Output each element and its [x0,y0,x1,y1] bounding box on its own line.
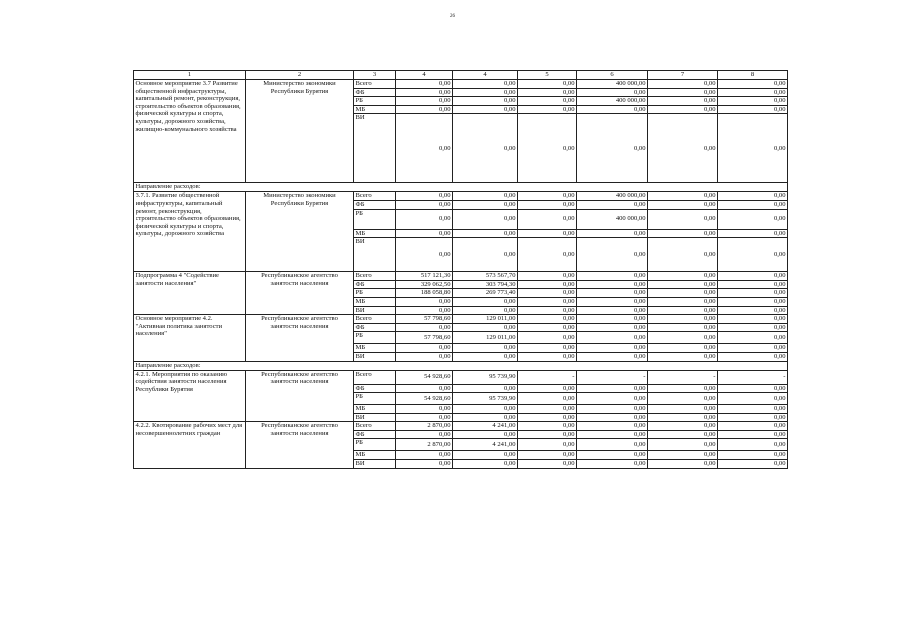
amount-cell: 0,00 [453,88,518,97]
column-number-cell: 4 [396,71,453,80]
amount-cell: 0,00 [718,430,788,439]
funding-row [134,80,788,89]
amount-cell: 0,00 [718,289,788,298]
amount-cell: 57 798,60 [396,315,453,324]
program-name-cell [134,192,246,272]
funding-row [134,272,788,281]
amount-cell: 517 121,30 [396,272,453,281]
amount-cell: 0,00 [518,451,577,460]
amount-cell: 0,00 [718,97,788,106]
amount-cell: 0,00 [577,430,648,439]
column-number-cell: 3 [354,71,396,80]
amount-cell: 0,00 [577,272,648,281]
amount-cell: 0,00 [718,405,788,414]
amount-cell: 0,00 [518,352,577,361]
amount-cell: 0,00 [453,97,518,106]
amount-cell: 0,00 [518,405,577,414]
amount-cell: 0,00 [648,200,718,209]
executor-name: Республиканское агентство занятости населения [246,315,354,361]
amount-cell: 0,00 [453,229,518,238]
amount-cell: 0,00 [577,393,648,405]
funding-source: РБ [354,439,396,451]
amount-cell: 0,00 [577,460,648,469]
amount-cell: 400 000,00 [577,209,648,229]
amount-cell: 0,00 [518,315,577,324]
amount-cell: 0,00 [396,323,453,332]
program-name: Основное мероприятие 4.2. "Активная политика занятости населения" [135,315,223,338]
funding-source: Всего [354,315,396,324]
amount-cell: 0,00 [718,393,788,405]
funding-source: МБ [354,297,396,306]
amount-cell: 0,00 [396,105,453,114]
amount-cell: 0,00 [396,384,453,393]
amount-cell: 0,00 [648,460,718,469]
amount-cell: 0,00 [648,272,718,281]
program-name: Подпрограмма 4 "Содействие занятости населения" [135,272,219,287]
amount-cell: 0,00 [718,192,788,201]
amount-cell: 0,00 [396,344,453,353]
column-number-cell: 7 [648,71,718,80]
funding-source: ФБ [354,200,396,209]
funding-source: ВИ [354,413,396,422]
amount-cell: 0,00 [396,229,453,238]
amount-cell: 0,00 [718,272,788,281]
executor-name: Министерство экономики Республики Бурятия [246,192,354,272]
funding-source: РБ [354,209,396,229]
funding-source: ВИ [354,238,396,272]
amount-cell: 0,00 [518,238,577,272]
funding-source: ФБ [354,280,396,289]
amount-cell: 0,00 [577,280,648,289]
amount-cell: 0,00 [577,451,648,460]
funding-source: РБ [354,332,396,344]
amount-cell: 2 870,00 [396,439,453,451]
amount-cell: 0,00 [648,422,718,431]
amount-cell: 0,00 [518,393,577,405]
amount-cell: 0,00 [648,289,718,298]
program-name-cell [134,80,246,183]
executor-name: Республиканское агентство занятости населения [246,422,354,468]
amount-cell: 0,00 [648,384,718,393]
funding-source: МБ [354,405,396,414]
column-number-cell: 1 [134,71,246,80]
amount-cell: 0,00 [648,97,718,106]
amount-cell: 0,00 [718,413,788,422]
amount-cell: 0,00 [518,460,577,469]
page-number: 26 [450,14,455,19]
funding-source: МБ [354,451,396,460]
amount-cell: 400 000,00 [577,192,648,201]
amount-cell: 0,00 [518,297,577,306]
program-name: 4.2.2. Квотирование рабочих мест для несовершеннолетних граждан [135,422,243,437]
amount-cell: 0,00 [518,97,577,106]
amount-cell: 0,00 [718,439,788,451]
amount-cell: 0,00 [648,352,718,361]
amount-cell: 0,00 [577,88,648,97]
amount-cell: 0,00 [518,430,577,439]
amount-cell: 0,00 [648,332,718,344]
amount-cell: 0,00 [648,88,718,97]
amount-cell: 0,00 [648,114,718,183]
funding-source: РБ [354,97,396,106]
amount-cell: 0,00 [518,80,577,89]
amount-cell: 0,00 [648,280,718,289]
amount-cell: 0,00 [718,280,788,289]
amount-cell: 0,00 [577,344,648,353]
column-number-cell: 5 [518,71,577,80]
amount-cell: 0,00 [453,352,518,361]
amount-cell: 0,00 [648,413,718,422]
amount-cell: 0,00 [648,238,718,272]
amount-cell: 57 798,60 [396,332,453,344]
amount-cell: 303 794,30 [453,280,518,289]
amount-cell: 0,00 [518,344,577,353]
amount-cell: - [648,370,718,384]
amount-cell: 0,00 [648,105,718,114]
program-name-cell [134,370,246,422]
amount-cell: 0,00 [577,323,648,332]
amount-cell: 4 241,00 [453,422,518,431]
amount-cell: 269 773,40 [453,289,518,298]
amount-cell: 0,00 [396,460,453,469]
amount-cell: 0,00 [518,105,577,114]
amount-cell: 0,00 [577,306,648,315]
amount-cell: 0,00 [718,105,788,114]
funding-source: ВИ [354,460,396,469]
amount-cell: 0,00 [453,105,518,114]
funding-source: Всего [354,272,396,281]
funding-source: ФБ [354,88,396,97]
amount-cell: 0,00 [577,384,648,393]
executor-name: Республиканское агентство занятости населения [246,370,354,422]
amount-cell: 0,00 [453,451,518,460]
funding-source: МБ [354,229,396,238]
amount-cell: 0,00 [577,332,648,344]
funding-source: РБ [354,393,396,405]
funding-source: Всего [354,370,396,384]
amount-cell: 0,00 [718,344,788,353]
amount-cell: 2 870,00 [396,422,453,431]
amount-cell: 0,00 [648,344,718,353]
amount-cell: 0,00 [453,413,518,422]
funding-source: ВИ [354,352,396,361]
amount-cell: 0,00 [648,439,718,451]
amount-cell: 0,00 [453,200,518,209]
amount-cell: 0,00 [518,422,577,431]
amount-cell: 0,00 [396,352,453,361]
amount-cell: 95 739,90 [453,393,518,405]
expense-direction-row [134,183,788,192]
funding-source: ВИ [354,306,396,315]
amount-cell: 0,00 [577,114,648,183]
funding-source: МБ [354,344,396,353]
amount-cell: 0,00 [518,229,577,238]
amount-cell: 0,00 [648,323,718,332]
amount-cell: 573 567,70 [453,272,518,281]
column-number-cell: 8 [718,71,788,80]
amount-cell: 0,00 [577,413,648,422]
amount-cell: 0,00 [577,200,648,209]
funding-source: МБ [354,105,396,114]
funding-source: Всего [354,192,396,201]
amount-cell: 0,00 [648,209,718,229]
executor-name: Республиканское агентство занятости населения [246,272,354,315]
amount-cell: 0,00 [718,80,788,89]
executor-name: Министерство экономики Республики Бурятия [246,80,354,183]
amount-cell: 0,00 [577,289,648,298]
program-name-cell [134,422,246,468]
funding-source: Всего [354,80,396,89]
amount-cell: 0,00 [718,114,788,183]
funding-source: ВИ [354,114,396,183]
amount-cell: 329 062,50 [396,280,453,289]
amount-cell: 0,00 [648,80,718,89]
funding-source: ФБ [354,384,396,393]
funding-source: Всего [354,422,396,431]
amount-cell: 0,00 [453,323,518,332]
amount-cell: 0,00 [453,430,518,439]
amount-cell: 0,00 [396,209,453,229]
amount-cell: 0,00 [718,297,788,306]
amount-cell: 129 011,00 [453,315,518,324]
amount-cell: 0,00 [718,332,788,344]
funding-row [134,315,788,324]
amount-cell: 0,00 [648,393,718,405]
amount-cell: 0,00 [577,315,648,324]
amount-cell: 0,00 [453,460,518,469]
amount-cell: - [718,370,788,384]
amount-cell: 0,00 [718,209,788,229]
column-number-cell: 2 [246,71,354,80]
amount-cell: 0,00 [718,451,788,460]
column-number-row [134,71,788,80]
funding-source: ФБ [354,323,396,332]
amount-cell: 0,00 [718,306,788,315]
amount-cell: 0,00 [518,280,577,289]
amount-cell: 0,00 [718,352,788,361]
amount-cell: 0,00 [453,114,518,183]
amount-cell: 0,00 [518,272,577,281]
funding-source: РБ [354,289,396,298]
amount-cell: 0,00 [396,192,453,201]
amount-cell: 0,00 [648,430,718,439]
amount-cell: 0,00 [718,384,788,393]
program-name: 3.7.1. Развитие общественной инфраструктуры, капитальный ремонт, реконструкция, строительство объектов образования, физической культуры и спорта, культуры, дорожного хозяйства [135,192,241,238]
amount-cell: 0,00 [396,238,453,272]
amount-cell: 0,00 [453,80,518,89]
amount-cell: 0,00 [648,451,718,460]
program-name: 4.2.1. Мероприятия по оказанию содействия занятости населения Республики Бурятия [135,370,228,393]
column-number-cell: 4 [453,71,518,80]
amount-cell: 95 739,90 [453,370,518,384]
amount-cell: - [577,370,648,384]
amount-cell: 0,00 [718,315,788,324]
amount-cell: 0,00 [396,405,453,414]
amount-cell: - [518,370,577,384]
amount-cell: 0,00 [648,306,718,315]
amount-cell: 0,00 [648,405,718,414]
amount-cell: 0,00 [648,192,718,201]
amount-cell: 0,00 [577,422,648,431]
amount-cell: 0,00 [577,297,648,306]
funding-row [134,422,788,431]
program-name: Основное мероприятие 3.7 Развитие общественной инфраструктуры, капитальный ремонт, реконструкция, строительство объектов образования, физической культуры и спорта, культуры, дорожного хозяйства, жилищно-коммунального хозяйства [135,80,241,133]
amount-cell: 0,00 [396,413,453,422]
amount-cell: 0,00 [396,451,453,460]
amount-cell: 0,00 [577,352,648,361]
amount-cell: 0,00 [518,332,577,344]
amount-cell: 0,00 [396,88,453,97]
expense-direction-label: Направление расходов: [134,183,788,192]
amount-cell: 188 058,80 [396,289,453,298]
amount-cell: 0,00 [518,192,577,201]
amount-cell: 0,00 [396,430,453,439]
amount-cell: 0,00 [518,413,577,422]
amount-cell: 0,00 [718,323,788,332]
expense-direction-row [134,361,788,370]
program-name-cell [134,315,246,361]
amount-cell: 0,00 [518,289,577,298]
amount-cell: 54 928,60 [396,370,453,384]
amount-cell: 0,00 [718,460,788,469]
amount-cell: 0,00 [718,200,788,209]
amount-cell: 0,00 [453,344,518,353]
amount-cell: 0,00 [518,114,577,183]
amount-cell: 0,00 [396,80,453,89]
funding-row [134,192,788,201]
amount-cell: 0,00 [648,229,718,238]
amount-cell: 0,00 [718,229,788,238]
column-number-cell: 6 [577,71,648,80]
amount-cell: 129 011,00 [453,332,518,344]
budget-table [133,70,788,469]
amount-cell: 0,00 [718,88,788,97]
amount-cell: 4 241,00 [453,439,518,451]
amount-cell: 0,00 [396,297,453,306]
amount-cell: 0,00 [518,384,577,393]
amount-cell: 0,00 [648,315,718,324]
amount-cell: 0,00 [577,439,648,451]
expense-direction-label: Направление расходов: [134,361,788,370]
funding-row [134,370,788,384]
amount-cell: 0,00 [453,306,518,315]
amount-cell: 0,00 [453,192,518,201]
amount-cell: 0,00 [453,405,518,414]
amount-cell: 0,00 [518,306,577,315]
funding-source: ФБ [354,430,396,439]
amount-cell: 0,00 [396,306,453,315]
amount-cell: 0,00 [648,297,718,306]
amount-cell: 0,00 [577,229,648,238]
amount-cell: 0,00 [577,405,648,414]
amount-cell: 0,00 [396,200,453,209]
amount-cell: 0,00 [518,439,577,451]
program-name-cell [134,272,246,315]
amount-cell: 0,00 [518,200,577,209]
amount-cell: 400 000,00 [577,97,648,106]
amount-cell: 0,00 [396,114,453,183]
amount-cell: 54 928,60 [396,393,453,405]
amount-cell: 0,00 [396,97,453,106]
amount-cell: 0,00 [577,105,648,114]
amount-cell: 0,00 [518,323,577,332]
amount-cell: 0,00 [453,238,518,272]
amount-cell: 0,00 [453,384,518,393]
amount-cell: 0,00 [453,209,518,229]
amount-cell: 0,00 [518,88,577,97]
amount-cell: 0,00 [577,238,648,272]
amount-cell: 400 000,00 [577,80,648,89]
budget-table-body [134,71,788,469]
amount-cell: 0,00 [518,209,577,229]
amount-cell: 0,00 [453,297,518,306]
amount-cell: 0,00 [718,238,788,272]
amount-cell: 0,00 [718,422,788,431]
